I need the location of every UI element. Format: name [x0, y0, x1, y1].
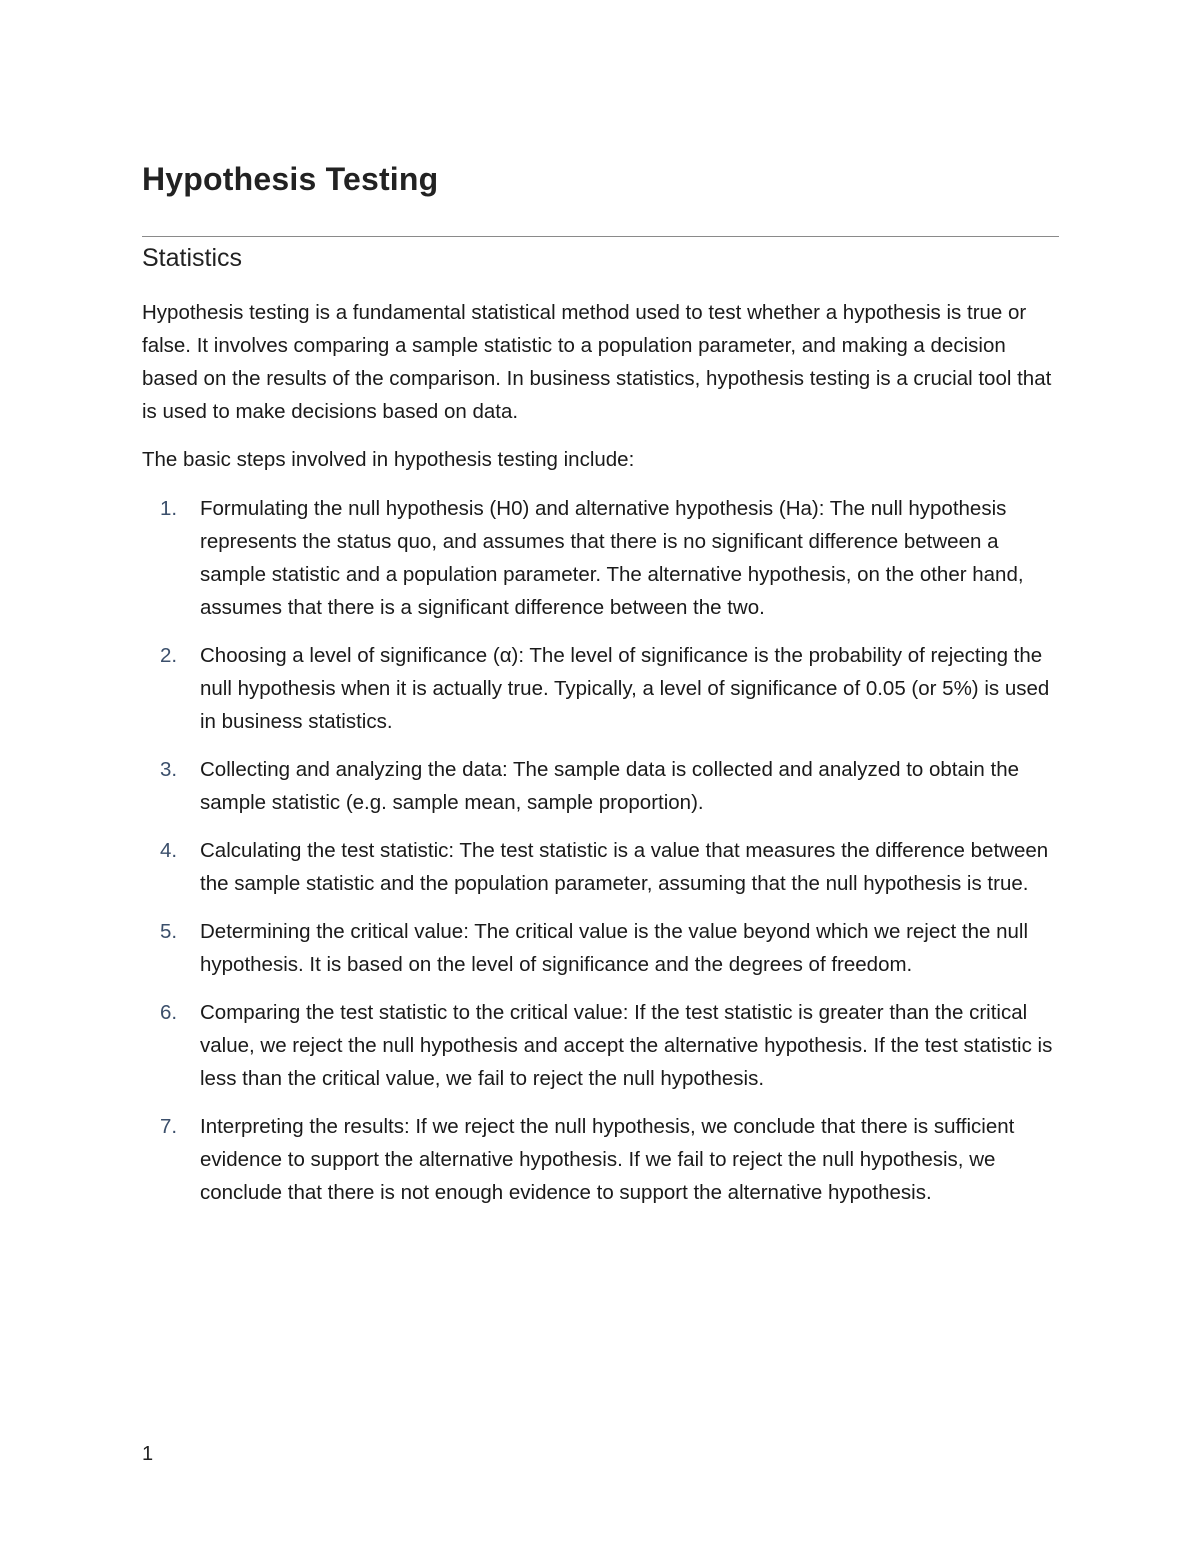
list-item-number: 1.: [160, 497, 178, 520]
list-item: [142, 996, 1062, 1095]
list-item-text: Collecting and analyzing the data: The sample data is collected and analyzed to obtain the sample statistic (e.g. sample mean, sample proportion).: [200, 758, 1020, 814]
steps-lead-paragraph: The basic steps involved in hypothesis testing include:: [142, 448, 635, 471]
list-item-number: 4.: [160, 839, 178, 862]
list-item-text: Determining the critical value: The critical value is the value beyond which we reject the null hypothesis. It is based on the level of significance and the degrees of freedom.: [200, 920, 1029, 976]
list-item-text: Calculating the test statistic: The test statistic is a value that measures the difference between the sample statistic and the population parameter, assuming that the null hypothesis is true.: [200, 839, 1049, 895]
list-item: [142, 492, 1062, 624]
steps-list: [142, 492, 1062, 1209]
list-item-number: 5.: [160, 920, 178, 943]
list-item: [142, 915, 1062, 981]
list-item: [142, 1110, 1062, 1209]
list-item-text: Formulating the null hypothesis (H0) and alternative hypothesis (Ha): The null hypothesis represents the status quo, and assumes that there is no significant difference between a sample statistic and a population parameter. The alternative hypothesis, on the other hand, assumes that there is a significant difference between the two.: [200, 497, 1024, 619]
title-divider: [142, 236, 1059, 237]
list-item-text: Comparing the test statistic to the critical value: If the test statistic is greater than the critical value, we reject the null hypothesis and accept the alternative hypothesis. If the test statistic is less than the critical value, we fail to reject the null hypothesis.: [200, 1001, 1053, 1090]
list-item-text: Choosing a level of significance (α): The level of significance is the probability of rejecting the null hypothesis when it is actually true. Typically, a level of significance of 0.05 (or 5%) is used in business statistics.: [200, 644, 1050, 733]
list-item-number: 7.: [160, 1115, 178, 1138]
document-title: Hypothesis Testing: [142, 161, 439, 197]
list-item: [142, 639, 1062, 738]
list-item-number: 6.: [160, 1001, 178, 1024]
list-item: [142, 753, 1062, 819]
document-body: [142, 296, 1062, 1224]
list-item: [142, 834, 1062, 900]
list-item-text: Interpreting the results: If we reject the null hypothesis, we conclude that there is sufficient evidence to support the alternative hypothesis. If we fail to reject the null hypothesis, we conclude that there is not enough evidence to support the alternative hypothesis.: [200, 1115, 1015, 1204]
intro-paragraph: Hypothesis testing is a fundamental statistical method used to test whether a hypothesis is true or false. It involves comparing a sample statistic to a population parameter, and making a decision based on the results of the comparison. In business statistics, hypothesis testing is a crucial tool that is used to make decisions based on data.: [142, 301, 1052, 423]
document-subtitle: Statistics: [142, 244, 243, 272]
page-number: 1: [142, 1443, 154, 1465]
list-item-number: 3.: [160, 758, 178, 781]
list-item-number: 2.: [160, 644, 178, 667]
